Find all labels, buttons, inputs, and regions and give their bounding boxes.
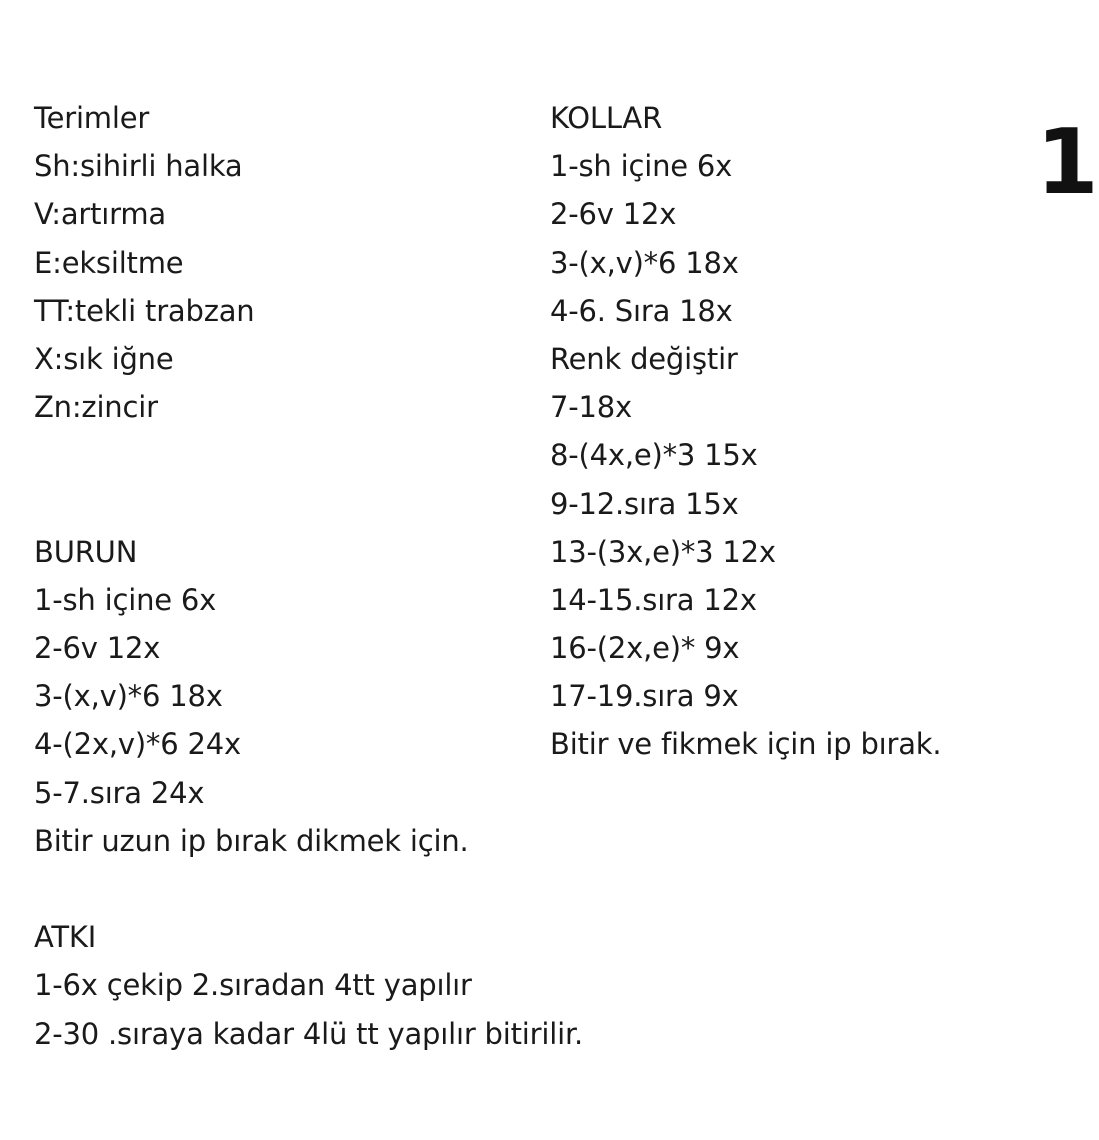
kollar-step: 17-19.sıra 9x (550, 679, 739, 714)
right-column (550, 94, 941, 769)
burun-step: 2-6v 12x (34, 631, 161, 666)
spacer (34, 480, 583, 528)
kollar-step: 9-12.sıra 15x (550, 486, 739, 521)
kollar-step: Renk değiştir (550, 341, 738, 376)
kollar-step: Bitir ve fikmek için ip bırak. (550, 727, 942, 762)
burun-step: 3-(x,v)*6 18x (34, 679, 223, 714)
spacer (34, 431, 583, 479)
kollar-step: 14-15.sıra 12x (550, 582, 757, 617)
burun-step: 4-(2x,v)*6 24x (34, 727, 241, 762)
atki-heading: ATKI (34, 920, 97, 955)
terms-heading: Terimler (34, 101, 150, 135)
burun-step: 5-7.sıra 24x (34, 775, 205, 810)
kollar-step: 2-6v 12x (550, 197, 677, 232)
kollar-step: 3-(x,v)*6 18x (550, 245, 739, 280)
kollar-step: 8-(4x,e)*3 15x (550, 438, 758, 473)
page-number: 1 (1036, 110, 1099, 215)
term-item: X:sık iğne (34, 341, 174, 376)
kollar-heading: KOLLAR (550, 101, 663, 135)
kollar-step: 4-6. Sıra 18x (550, 293, 733, 328)
kollar-step: 1-sh içine 6x (550, 149, 733, 184)
atki-step: 1-6x çekip 2.sıradan 4tt yapılır (34, 968, 472, 1003)
atki-step: 2-30 .sıraya kadar 4lü tt yapılır bitirilir. (34, 1016, 584, 1051)
kollar-step: 7-18x (550, 390, 632, 425)
kollar-step: 13-(3x,e)*3 12x (550, 534, 776, 569)
term-item: V:artırma (34, 197, 166, 232)
burun-heading: BURUN (34, 534, 138, 569)
burun-step: Bitir uzun ip bırak dikmek için. (34, 823, 469, 858)
term-item: Sh:sihirli halka (34, 149, 243, 184)
term-item: Zn:zincir (34, 390, 158, 425)
burun-step: 1-sh içine 6x (34, 582, 217, 617)
spacer (34, 865, 583, 913)
term-item: E:eksiltme (34, 245, 184, 280)
term-item: TT:tekli trabzan (34, 293, 255, 328)
left-column (34, 94, 583, 1058)
kollar-step: 16-(2x,e)* 9x (550, 631, 740, 666)
